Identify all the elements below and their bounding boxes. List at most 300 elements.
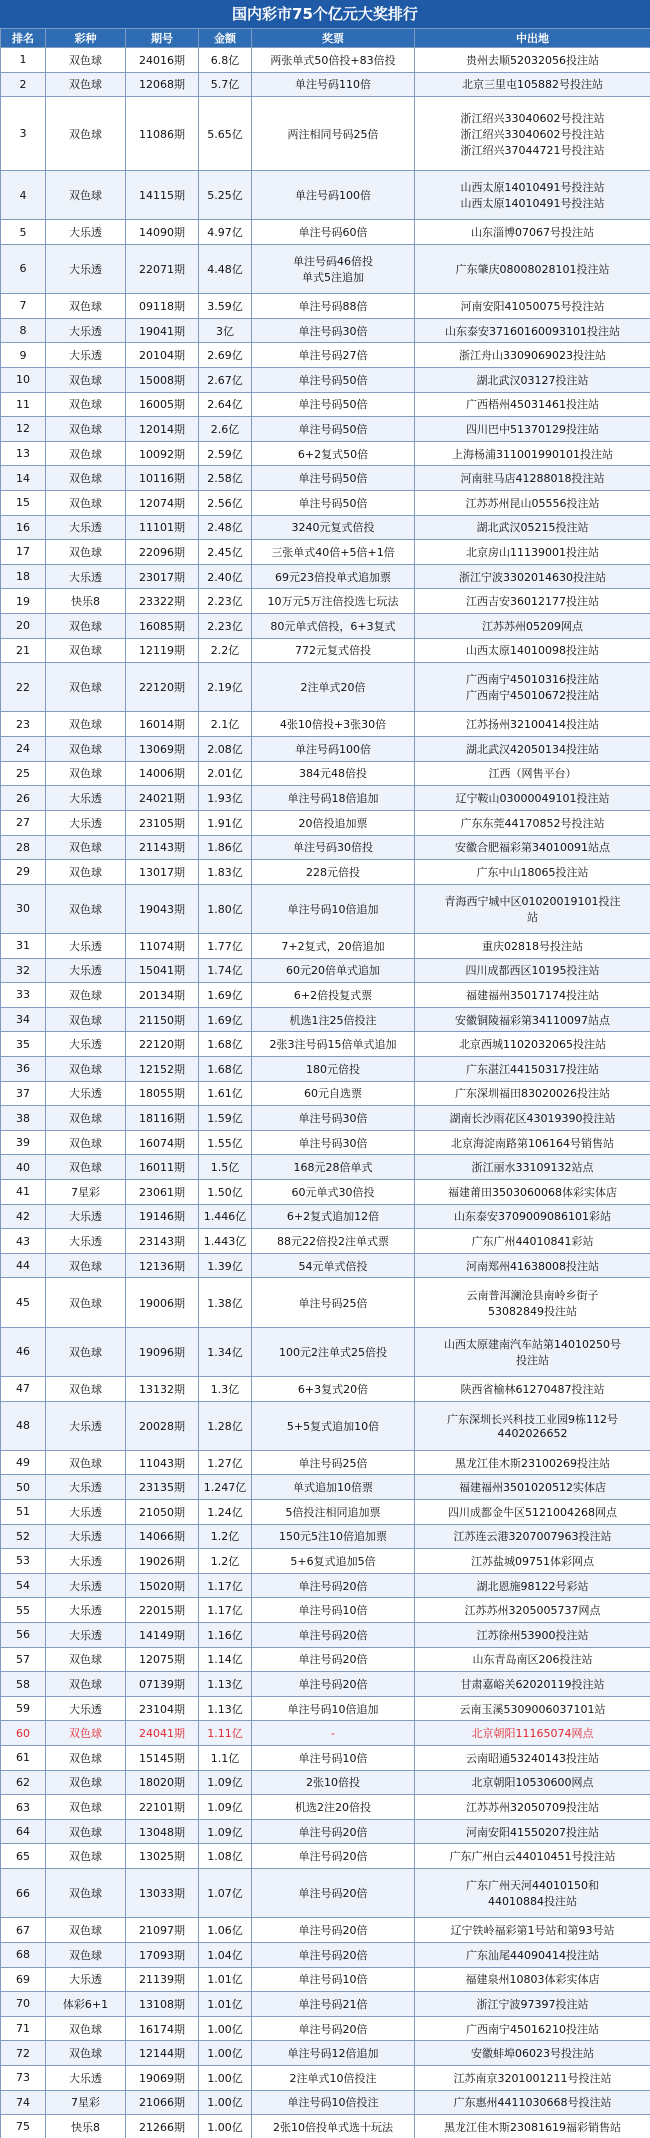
place-line: 广东肇庆08008028101投注站 [455, 262, 610, 276]
ticket-line: 60元20倍单式追加 [286, 964, 380, 978]
issue-cell: 10116期 [126, 466, 199, 491]
ticket-line: 单注号码20倍 [298, 1653, 368, 1667]
issue-cell: 16011期 [126, 1155, 199, 1180]
issue-cell: 10092期 [126, 441, 199, 466]
amount-cell: 2.67亿 [199, 367, 252, 392]
amount-cell: 1.86亿 [199, 835, 252, 860]
issue-cell: 12068期 [126, 72, 199, 97]
ticket-cell [252, 48, 415, 73]
table-row [1, 933, 650, 958]
place-cell [415, 220, 650, 245]
issue-cell: 21097期 [126, 1918, 199, 1943]
rank-cell: 5 [1, 220, 46, 245]
place-line: 广西梧州45031461投注站 [466, 398, 599, 412]
issue-cell: 15008期 [126, 367, 199, 392]
place-cell [415, 884, 650, 933]
amount-cell: 1.443亿 [199, 1229, 252, 1254]
ticket-cell [252, 220, 415, 245]
amount-cell: 1.77亿 [199, 933, 252, 958]
ticket-line: 单注号码60倍 [298, 226, 368, 240]
issue-cell: 19041期 [126, 318, 199, 343]
place-line: 广东中山18065投注站 [476, 865, 589, 879]
place-line: 山西太原14010491号投注站 [460, 181, 605, 195]
place-cell [415, 737, 650, 762]
amount-cell: 1.1亿 [199, 1746, 252, 1771]
ticket-line: 20倍投追加票 [298, 816, 368, 830]
amount-cell: 1.446亿 [199, 1204, 252, 1229]
table-row [1, 1770, 650, 1795]
place-line: 浙江绍兴33040602号投注站 [460, 111, 605, 125]
table-row [1, 663, 650, 712]
issue-cell: 16014期 [126, 712, 199, 737]
table-row [1, 1253, 650, 1278]
table-body [1, 48, 650, 2138]
table-row [1, 786, 650, 811]
ticket-line: 单注号码20倍 [298, 1948, 368, 1962]
rank-cell: 67 [1, 1918, 46, 1943]
lottery-cell: 双色球 [46, 1253, 126, 1278]
place-line: 黑龙江佳木斯23081619福彩销售站 [444, 2120, 621, 2134]
ticket-line: 单注号码20倍 [298, 2022, 368, 2036]
lottery-cell: 双色球 [46, 737, 126, 762]
amount-cell: 2.19亿 [199, 663, 252, 712]
header-place: 中出地 [415, 29, 650, 48]
lottery-cell: 双色球 [46, 761, 126, 786]
ticket-cell [252, 2016, 415, 2041]
ticket-cell [252, 1130, 415, 1155]
place-line: 湖南长沙雨花区43019390投注站 [449, 1112, 616, 1125]
lottery-cell: 双色球 [46, 441, 126, 466]
amount-cell: 1.08亿 [199, 1844, 252, 1869]
place-line: 贵州去顺52032056投注站 [466, 53, 599, 67]
amount-cell: 1.50亿 [199, 1180, 252, 1205]
rank-cell: 11 [1, 392, 46, 417]
ticket-cell [252, 712, 415, 737]
place-cell [415, 1081, 650, 1106]
ticket-cell [252, 786, 415, 811]
ticket-cell [252, 1869, 415, 1918]
table-row [1, 638, 650, 663]
place-line: 云南玉溪5309006037101站 [459, 1702, 606, 1716]
ticket-line: 单注号码30倍 [298, 1136, 368, 1150]
table-row [1, 1106, 650, 1131]
place-line: 黑龙江佳木斯23100269投注站 [455, 1456, 610, 1470]
ticket-line: 单注号码20倍 [298, 1628, 368, 1642]
ticket-cell [252, 1032, 415, 1057]
ticket-cell [252, 1524, 415, 1549]
place-line: 北京朝阳11165074网点 [471, 1727, 594, 1741]
rank-cell: 3 [1, 97, 46, 171]
lottery-cell: 双色球 [46, 1844, 126, 1869]
table-row [1, 171, 650, 220]
ticket-cell [252, 1598, 415, 1623]
rank-cell: 52 [1, 1524, 46, 1549]
amount-cell: 1.00亿 [199, 2016, 252, 2041]
rank-cell: 8 [1, 318, 46, 343]
ticket-line: 100元2注单式25倍投 [279, 1345, 387, 1359]
ticket-line: 单注号码20倍 [298, 1678, 368, 1692]
table-row [1, 490, 650, 515]
ticket-cell [252, 663, 415, 712]
rank-cell: 24 [1, 737, 46, 762]
place-line: 江苏扬州32100414投注站 [466, 718, 599, 732]
table-row [1, 1844, 650, 1869]
rank-cell: 44 [1, 1253, 46, 1278]
place-line: 浙江宁波97397投注站 [476, 1997, 589, 2011]
ticket-cell [252, 1623, 415, 1648]
place-cell [415, 2016, 650, 2041]
amount-cell: 1.28亿 [199, 1401, 252, 1450]
amount-cell: 1.5亿 [199, 1155, 252, 1180]
issue-cell: 12075期 [126, 1647, 199, 1672]
table-row [1, 810, 650, 835]
lottery-cell: 双色球 [46, 1007, 126, 1032]
rank-cell: 33 [1, 983, 46, 1008]
table-row [1, 2115, 650, 2138]
amount-cell: 1.38亿 [199, 1278, 252, 1327]
ticket-line: 54元单式倍投 [298, 1259, 368, 1273]
lottery-cell: 双色球 [46, 1278, 126, 1327]
amount-cell: 1.07亿 [199, 1869, 252, 1918]
ticket-cell [252, 1106, 415, 1131]
table-row [1, 417, 650, 442]
table-row [1, 1499, 650, 1524]
table-row [1, 1795, 650, 1820]
amount-cell: 1.3亿 [199, 1376, 252, 1401]
header-issue: 期号 [126, 29, 199, 48]
amount-cell: 2.23亿 [199, 589, 252, 614]
issue-cell: 12119期 [126, 638, 199, 663]
lottery-cell: 大乐透 [46, 1696, 126, 1721]
ticket-line: 6+3复式20倍 [297, 1382, 369, 1396]
ticket-line: 4张10倍投+3张30倍 [279, 718, 387, 732]
rank-cell: 47 [1, 1376, 46, 1401]
place-cell [415, 1327, 650, 1376]
rank-cell: 19 [1, 589, 46, 614]
ticket-line: 单注号码20倍 [298, 1850, 368, 1864]
lottery-cell: 双色球 [46, 367, 126, 392]
rank-cell: 26 [1, 786, 46, 811]
ticket-line: 单注号码10倍投注 [287, 2096, 379, 2110]
table-row [1, 983, 650, 1008]
rank-cell: 18 [1, 564, 46, 589]
ticket-cell [252, 1672, 415, 1697]
issue-cell: 23017期 [126, 564, 199, 589]
rank-cell: 51 [1, 1499, 46, 1524]
place-cell [415, 1376, 650, 1401]
ticket-cell [252, 1475, 415, 1500]
ticket-line: 单注号码12倍追加 [287, 2047, 379, 2061]
issue-cell: 13108期 [126, 1992, 199, 2017]
place-line: 浙江丽水33109132站点 [471, 1161, 594, 1175]
ticket-cell [252, 1327, 415, 1376]
ticket-line: 772元复式倍投 [295, 644, 371, 658]
issue-cell: 24041期 [126, 1721, 199, 1746]
lottery-cell: 大乐透 [46, 958, 126, 983]
ticket-line: 单注号码20倍 [298, 1825, 368, 1839]
amount-cell: 2.69亿 [199, 343, 252, 368]
issue-cell: 18020期 [126, 1770, 199, 1795]
ticket-line: 单注号码25倍 [298, 1296, 368, 1310]
ticket-line: 单式5注追加 [302, 270, 364, 284]
amount-cell: 1.39亿 [199, 1253, 252, 1278]
amount-cell: 2.6亿 [199, 417, 252, 442]
place-line: 山西太原14010491号投注站 [460, 197, 605, 211]
issue-cell: 21150期 [126, 1007, 199, 1032]
ticket-cell [252, 1696, 415, 1721]
place-line: 广东广州44010841彩站 [471, 1235, 594, 1249]
place-cell [415, 171, 650, 220]
rank-cell: 38 [1, 1106, 46, 1131]
ticket-line: 60元自选票 [304, 1087, 362, 1101]
place-line: 安徽合肥福彩第34010091站点 [455, 841, 610, 855]
ticket-cell [252, 1278, 415, 1327]
ticket-cell [252, 1081, 415, 1106]
place-line: 江苏苏州3205005737网点 [464, 1604, 601, 1618]
ticket-cell [252, 1499, 415, 1524]
place-cell [415, 1696, 650, 1721]
issue-cell: 22015期 [126, 1598, 199, 1623]
place-line: 广西南宁45010316投注站 [466, 673, 599, 687]
place-cell [415, 1795, 650, 1820]
lottery-cell: 双色球 [46, 712, 126, 737]
amount-cell: 1.04亿 [199, 1942, 252, 1967]
place-line: 站 [527, 910, 538, 924]
lottery-cell: 大乐透 [46, 1475, 126, 1500]
place-line: 山西太原14010098投注站 [466, 644, 599, 658]
issue-cell: 21066期 [126, 2090, 199, 2115]
rank-cell: 29 [1, 860, 46, 885]
place-line: 广东深圳长兴科技工业园9栋112号 [447, 1413, 618, 1427]
place-cell [415, 589, 650, 614]
amount-cell: 1.74亿 [199, 958, 252, 983]
place-cell [415, 367, 650, 392]
issue-cell: 14090期 [126, 220, 199, 245]
lottery-cell: 大乐透 [46, 318, 126, 343]
rank-cell: 45 [1, 1278, 46, 1327]
issue-cell: 16085期 [126, 614, 199, 639]
place-cell [415, 983, 650, 1008]
ticket-cell [252, 441, 415, 466]
table-row [1, 860, 650, 885]
ticket-cell [252, 72, 415, 97]
issue-cell: 14006期 [126, 761, 199, 786]
rank-cell: 72 [1, 2041, 46, 2066]
issue-cell: 21139期 [126, 1967, 199, 1992]
table-row [1, 1819, 650, 1844]
place-line: 福建福州3501020512实体店 [459, 1481, 606, 1495]
place-cell [415, 490, 650, 515]
ticket-cell [252, 933, 415, 958]
ticket-cell [252, 2041, 415, 2066]
place-cell [415, 614, 650, 639]
place-cell [415, 638, 650, 663]
place-line: 北京西城1102032065投注站 [459, 1038, 606, 1052]
lottery-cell: 7星彩 [46, 1180, 126, 1205]
table-row [1, 2016, 650, 2041]
place-line: 云南昭通53240143投注站 [466, 1751, 599, 1765]
table-row [1, 1081, 650, 1106]
ticket-line: 机选2注20倍投 [295, 1801, 371, 1815]
ticket-line: 单注号码50倍 [298, 373, 368, 387]
issue-cell: 22071期 [126, 244, 199, 293]
ticket-cell [252, 564, 415, 589]
ticket-cell [252, 1918, 415, 1943]
rank-cell: 32 [1, 958, 46, 983]
place-line: 浙江绍兴37044721号投注站 [460, 143, 605, 157]
ticket-line: 单注号码20倍 [298, 1579, 368, 1593]
place-cell [415, 1623, 650, 1648]
ticket-cell [252, 1376, 415, 1401]
issue-cell: 09118期 [126, 294, 199, 319]
table-row [1, 1746, 650, 1771]
place-cell [415, 1819, 650, 1844]
amount-cell: 2.08亿 [199, 737, 252, 762]
ticket-line: 单注号码10倍 [298, 1604, 368, 1618]
rank-cell: 16 [1, 515, 46, 540]
place-line: 广东东莞44170852号投注站 [460, 816, 605, 830]
ticket-line: 单注号码50倍 [298, 422, 368, 436]
place-line: 投注站 [516, 1353, 549, 1367]
issue-cell: 19096期 [126, 1327, 199, 1376]
ticket-cell [252, 318, 415, 343]
ticket-line: 两张单式50倍投+83倍投 [270, 53, 396, 67]
ticket-cell [252, 1795, 415, 1820]
ticket-line: 单注号码100倍 [295, 189, 371, 203]
ticket-line: 单注号码20倍 [298, 1887, 368, 1901]
issue-cell: 11086期 [126, 97, 199, 171]
ticket-line: 单注号码100倍 [295, 742, 371, 756]
header-lottery: 彩种 [46, 29, 126, 48]
ticket-line: 单注号码21倍 [298, 1997, 368, 2011]
rank-cell: 55 [1, 1598, 46, 1623]
issue-cell: 18055期 [126, 1081, 199, 1106]
amount-cell: 2.40亿 [199, 564, 252, 589]
header-ticket: 奖票 [252, 29, 415, 48]
lottery-cell: 大乐透 [46, 2065, 126, 2090]
place-cell [415, 1180, 650, 1205]
place-cell [415, 1130, 650, 1155]
table-row [1, 244, 650, 293]
table-row [1, 220, 650, 245]
rank-cell: 48 [1, 1401, 46, 1450]
table-row [1, 1967, 650, 1992]
ticket-cell [252, 1573, 415, 1598]
amount-cell: 1.00亿 [199, 2115, 252, 2138]
amount-cell: 2.45亿 [199, 540, 252, 565]
table-row [1, 540, 650, 565]
place-line: 重庆02818号投注站 [482, 939, 583, 953]
amount-cell: 1.17亿 [199, 1573, 252, 1598]
issue-cell: 11043期 [126, 1450, 199, 1475]
issue-cell: 24016期 [126, 48, 199, 73]
place-cell [415, 564, 650, 589]
document-title: 国内彩市75个亿元大奖排行 [0, 0, 650, 28]
lottery-cell: 大乐透 [46, 1229, 126, 1254]
rank-cell: 21 [1, 638, 46, 663]
place-cell [415, 1598, 650, 1623]
ticket-cell [252, 761, 415, 786]
place-line: 福建福州35017174投注站 [466, 988, 599, 1002]
ticket-line: 单注号码50倍 [298, 496, 368, 510]
ticket-line: 单注号码50倍 [298, 472, 368, 486]
place-line: 江苏连云港3207007963投注站 [453, 1530, 612, 1544]
table-row [1, 1278, 650, 1327]
ticket-line: 单注号码30倍投 [293, 841, 373, 855]
issue-cell: 12074期 [126, 490, 199, 515]
rank-cell: 13 [1, 441, 46, 466]
ticket-cell [252, 466, 415, 491]
table-row [1, 1942, 650, 1967]
lottery-cell: 双色球 [46, 1770, 126, 1795]
place-line: 福建泉州10803体彩实体店 [465, 1973, 600, 1987]
place-line: 53082849投注站 [488, 1304, 577, 1318]
ticket-cell [252, 244, 415, 293]
place-cell [415, 1032, 650, 1057]
amount-cell: 1.11亿 [199, 1721, 252, 1746]
place-line: 江苏苏州32050709投注站 [466, 1801, 599, 1815]
place-line: 江苏苏州昆山05556投注站 [465, 496, 600, 510]
amount-cell: 6.8亿 [199, 48, 252, 73]
lottery-cell: 快乐8 [46, 2115, 126, 2138]
table-row [1, 958, 650, 983]
lottery-cell: 双色球 [46, 2041, 126, 2066]
ticket-cell [252, 737, 415, 762]
amount-cell: 1.06亿 [199, 1918, 252, 1943]
table-row [1, 1721, 650, 1746]
lottery-cell: 双色球 [46, 1327, 126, 1376]
ticket-cell [252, 171, 415, 220]
table-row [1, 318, 650, 343]
lottery-cell: 双色球 [46, 1155, 126, 1180]
amount-cell: 2.56亿 [199, 490, 252, 515]
table-row [1, 835, 650, 860]
ticket-cell [252, 638, 415, 663]
issue-cell: 11074期 [126, 933, 199, 958]
rank-cell: 56 [1, 1623, 46, 1648]
ranking-table [0, 28, 650, 2138]
ticket-line: 7+2复式，20倍追加 [281, 939, 385, 953]
table-row [1, 72, 650, 97]
amount-cell: 5.25亿 [199, 171, 252, 220]
amount-cell: 1.16亿 [199, 1623, 252, 1648]
table-row [1, 1598, 650, 1623]
amount-cell: 2.64亿 [199, 392, 252, 417]
header-rank: 排名 [1, 29, 46, 48]
ticket-cell [252, 1450, 415, 1475]
place-line: 湖北武汉42050134投注站 [466, 742, 599, 756]
amount-cell: 1.247亿 [199, 1475, 252, 1500]
rank-cell: 17 [1, 540, 46, 565]
amount-cell: 1.14亿 [199, 1647, 252, 1672]
lottery-cell: 双色球 [46, 835, 126, 860]
place-line: 山东泰安37160160093101投注站 [445, 324, 620, 338]
place-line: 江苏徐州53900投注站 [476, 1628, 589, 1642]
place-line: 广东广州天河44010150和 [466, 1879, 599, 1893]
place-cell [415, 1672, 650, 1697]
amount-cell: 2.01亿 [199, 761, 252, 786]
rank-cell: 34 [1, 1007, 46, 1032]
ticket-line: 168元28倍单式 [293, 1161, 373, 1175]
issue-cell: 20028期 [126, 1401, 199, 1450]
place-cell [415, 2041, 650, 2066]
rank-cell: 66 [1, 1869, 46, 1918]
table-row [1, 466, 650, 491]
lottery-cell: 双色球 [46, 1918, 126, 1943]
rank-cell: 22 [1, 663, 46, 712]
amount-cell: 1.01亿 [199, 1967, 252, 1992]
issue-cell: 14149期 [126, 1623, 199, 1648]
